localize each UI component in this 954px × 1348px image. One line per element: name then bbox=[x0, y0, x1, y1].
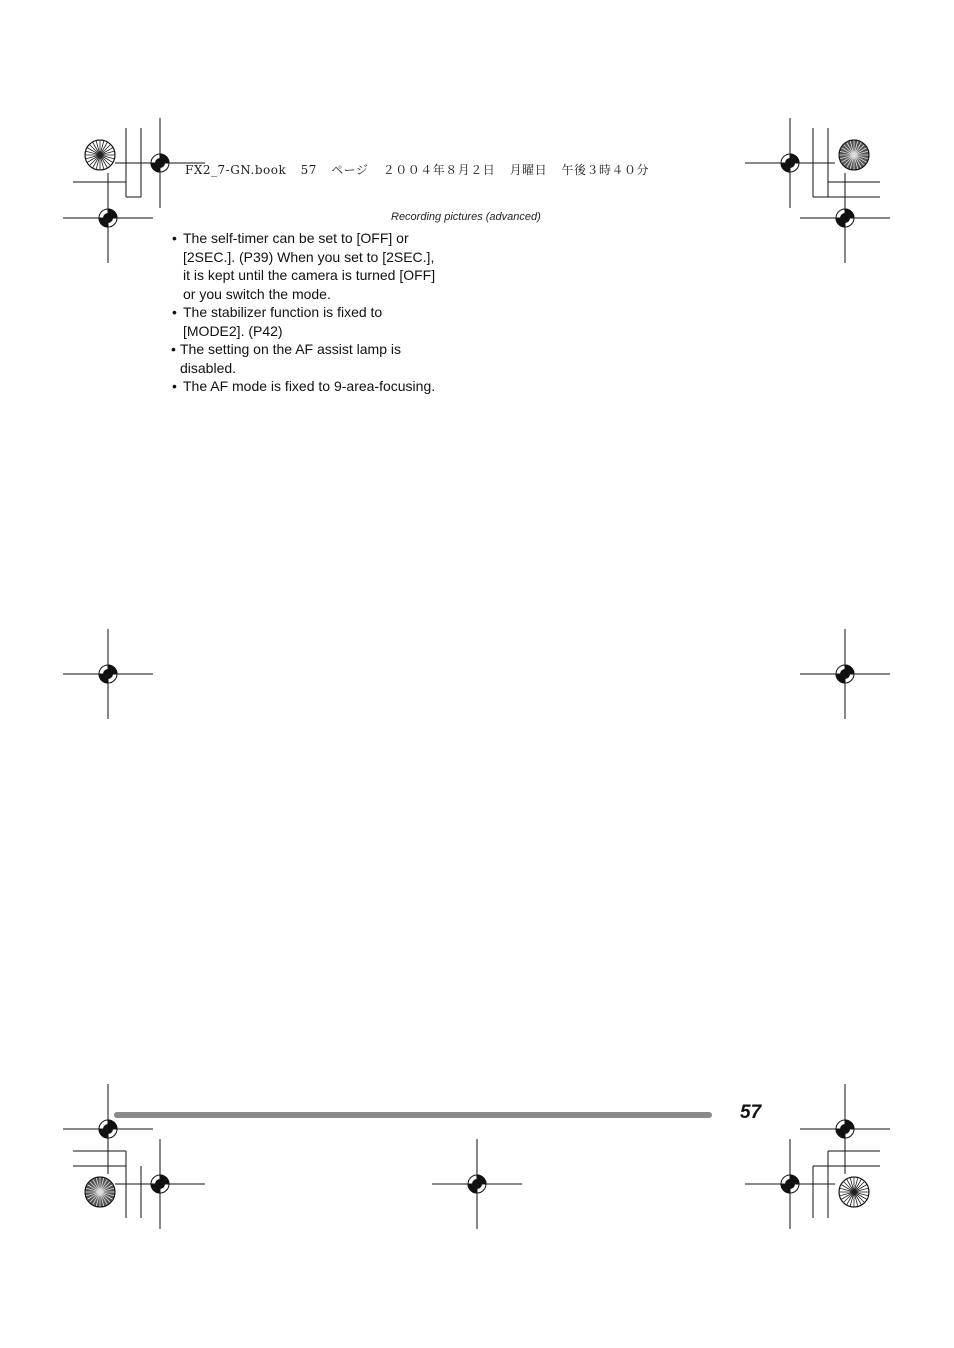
print-header bbox=[185, 161, 659, 178]
crosshair-quadrant bbox=[99, 674, 108, 683]
bullet: • bbox=[172, 304, 177, 320]
crosshair-quadrant bbox=[845, 665, 854, 674]
crosshair-quadrant bbox=[160, 1175, 169, 1184]
crosshair-quadrant bbox=[790, 154, 799, 163]
note-item bbox=[170, 229, 470, 303]
crosshair-quadrant bbox=[790, 1175, 799, 1184]
crosshair-quadrant bbox=[781, 1184, 790, 1193]
note-item bbox=[170, 303, 470, 340]
note-line: or you switch the mode. bbox=[183, 285, 331, 302]
crosshair-quadrant bbox=[151, 163, 160, 172]
print-header-weekday: 月曜日 bbox=[509, 163, 548, 177]
crosshair-quadrant bbox=[99, 218, 108, 227]
crosshair-quadrant bbox=[836, 218, 845, 227]
crosshair-quadrant bbox=[836, 674, 845, 683]
print-header-page: 57 bbox=[300, 163, 317, 177]
crosshair-quadrant bbox=[468, 1184, 477, 1193]
crosshair-quadrant bbox=[781, 163, 790, 172]
bullet: • bbox=[172, 230, 177, 246]
note-line: [2SEC.]. (P39) When you set to [2SEC.], bbox=[183, 248, 435, 265]
bullet: • bbox=[172, 378, 177, 394]
crosshair-quadrant bbox=[108, 1120, 117, 1129]
crosshair-quadrant bbox=[108, 665, 117, 674]
footer-bar bbox=[114, 1112, 712, 1118]
crosshair-quadrant bbox=[160, 154, 169, 163]
note-line: disabled. bbox=[180, 359, 237, 376]
crosshair-quadrant bbox=[99, 1129, 108, 1138]
crosshair-quadrant bbox=[108, 209, 117, 218]
print-header-file: FX2_7-GN.book bbox=[185, 163, 287, 177]
note-line: The self-timer can be set to [OFF] or bbox=[183, 230, 409, 246]
crosshair-quadrant bbox=[845, 1120, 854, 1129]
print-header-time: 午後３時４０分 bbox=[561, 163, 649, 177]
bullet: • bbox=[171, 341, 176, 357]
notes-list bbox=[170, 229, 470, 396]
crosshair-quadrant bbox=[845, 209, 854, 218]
note-line: The stabilizer function is fixed to bbox=[183, 304, 383, 320]
note-line: The setting on the AF assist lamp is bbox=[180, 341, 401, 357]
note-line: it is kept until the camera is turned [OFF] bbox=[183, 267, 436, 283]
note-item bbox=[170, 377, 470, 396]
note-line: The AF mode is fixed to 9-area-focusing. bbox=[183, 378, 436, 394]
note-line: [MODE2]. (P42) bbox=[183, 322, 283, 339]
section-title: Recording pictures (advanced) bbox=[391, 211, 541, 223]
crosshair-quadrant bbox=[836, 1129, 845, 1138]
note-item bbox=[170, 340, 470, 377]
crosshair-quadrant bbox=[477, 1175, 486, 1184]
crosshair-quadrant bbox=[151, 1184, 160, 1193]
print-header-date: ２００４年８月２日 bbox=[382, 163, 496, 177]
page-number: 57 bbox=[740, 1102, 762, 1123]
print-header-page-unit: ページ bbox=[331, 163, 369, 177]
